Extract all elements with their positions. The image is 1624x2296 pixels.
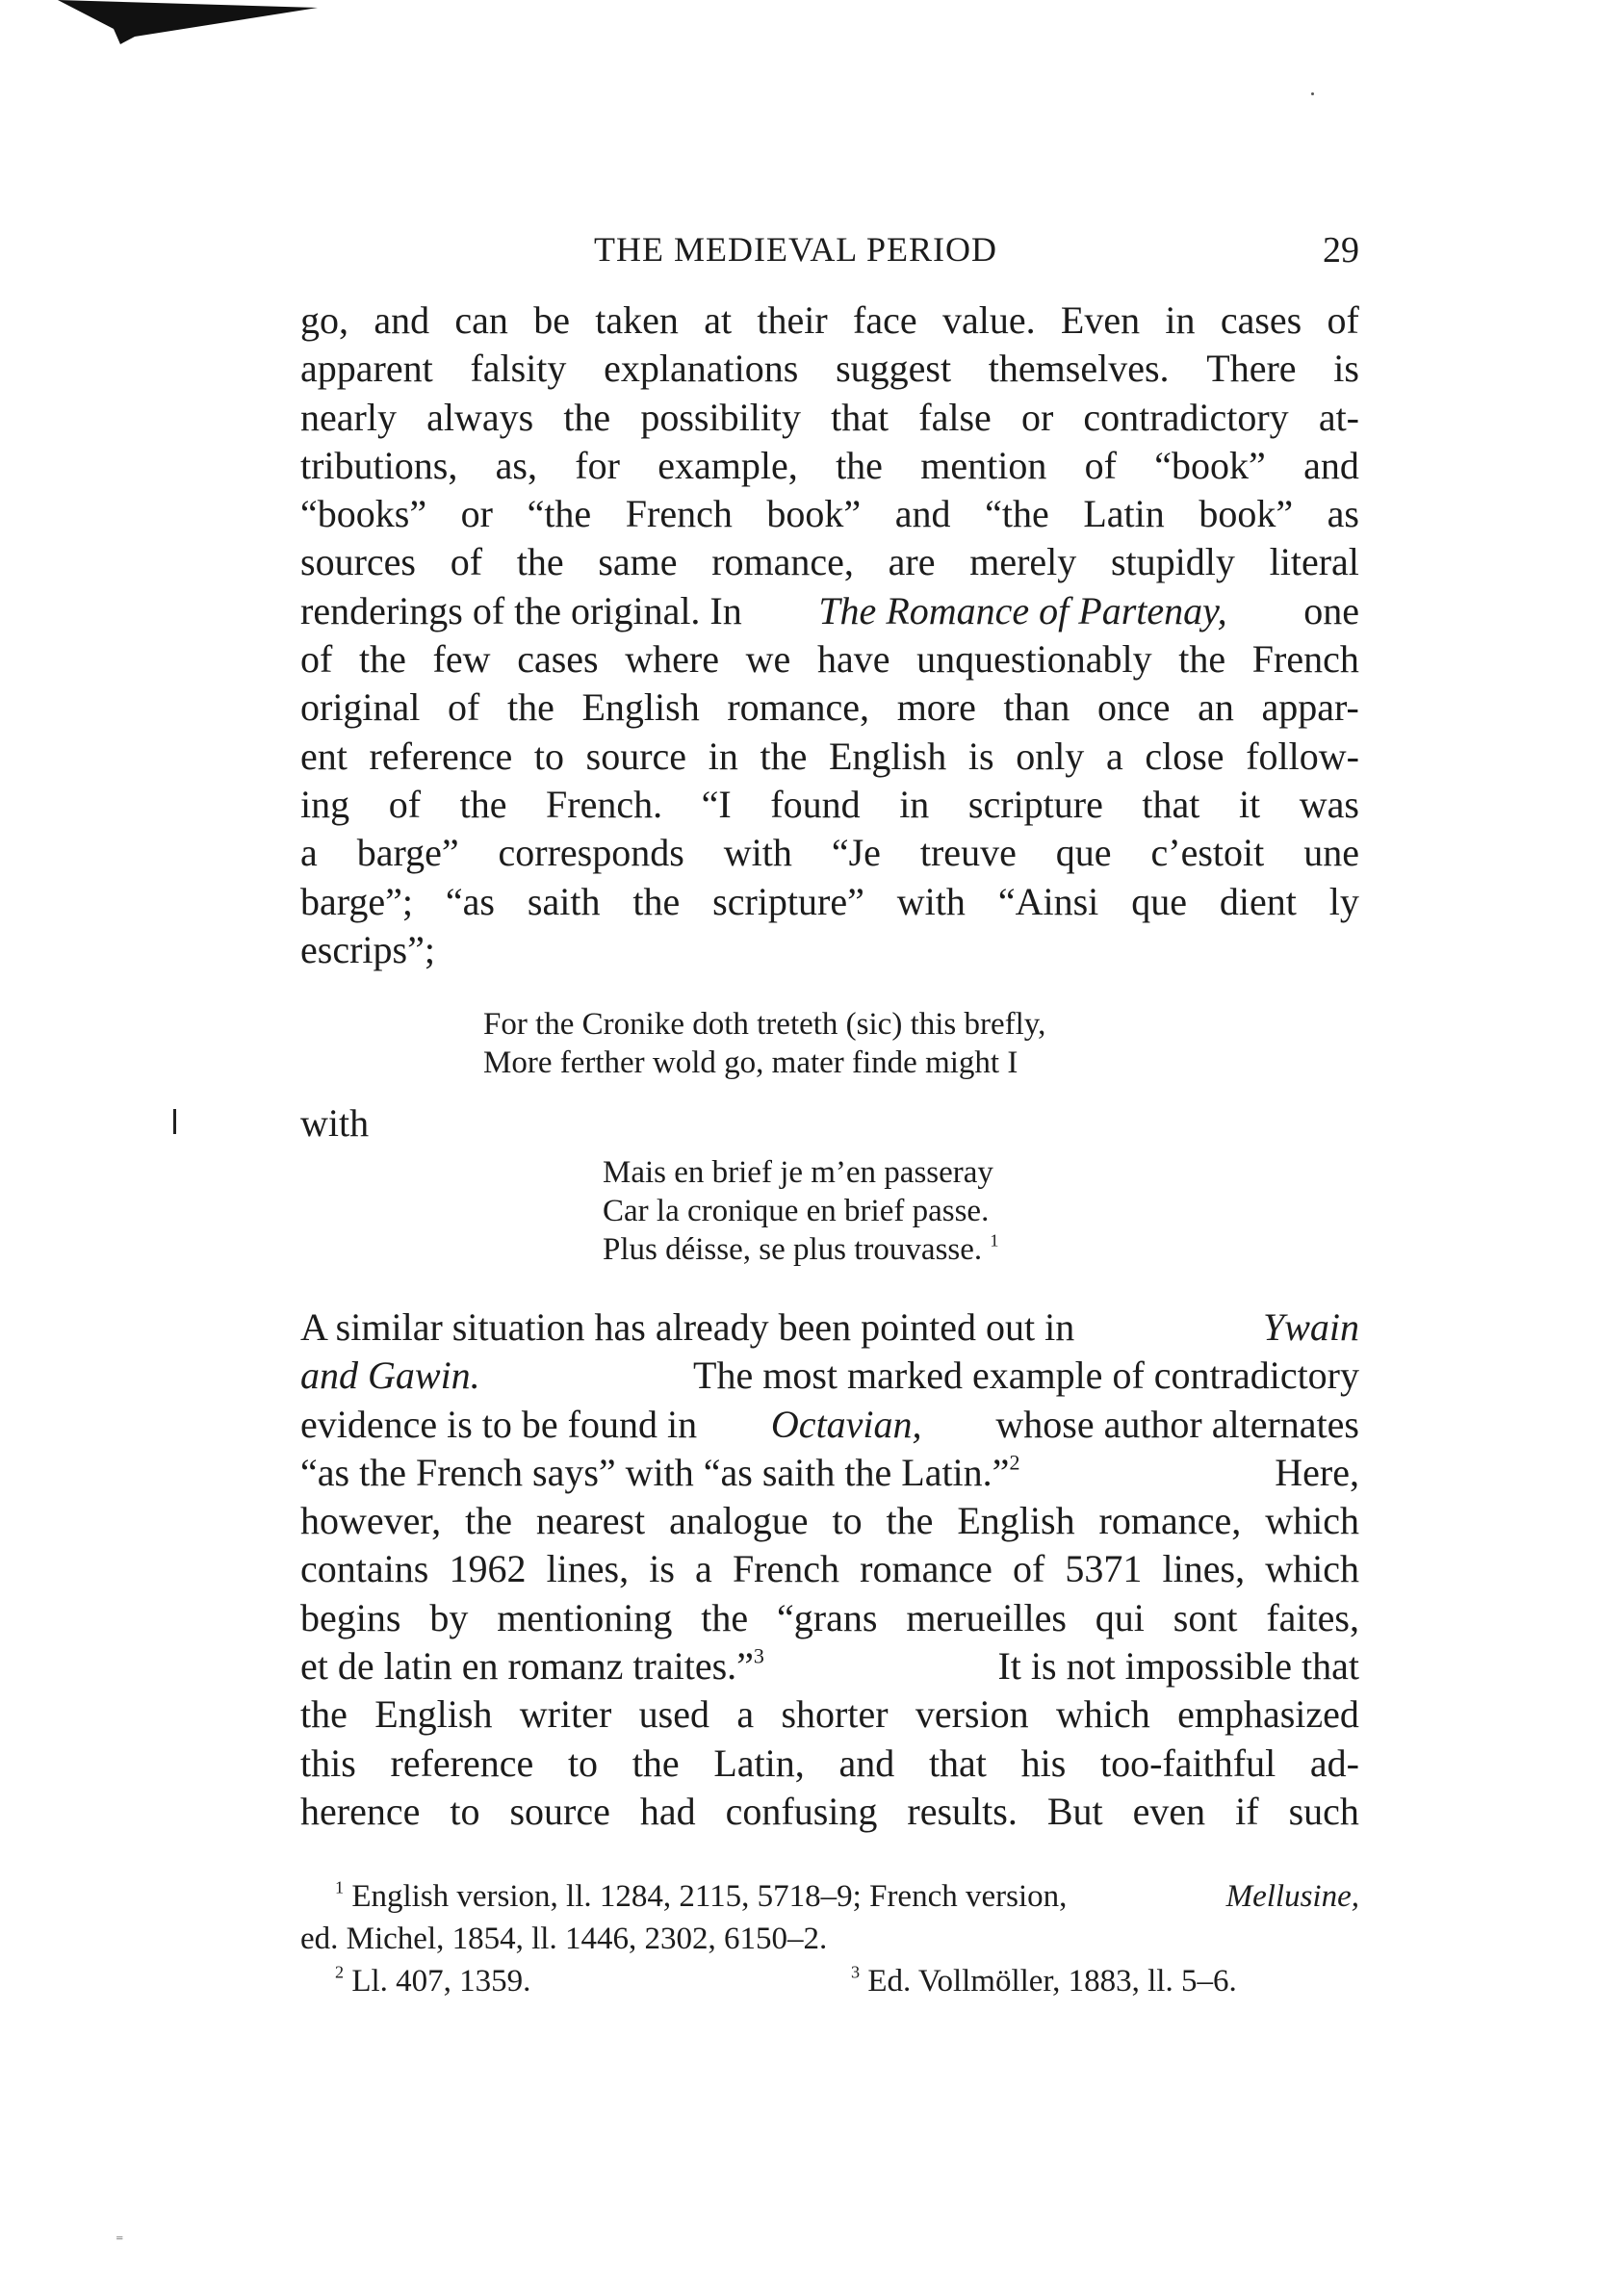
word: barge”	[356, 831, 459, 875]
word: found	[770, 782, 861, 826]
word: tributions,	[300, 443, 458, 487]
word: which	[1265, 1547, 1359, 1591]
word: same	[598, 540, 678, 584]
word: English	[828, 734, 947, 778]
footnotes	[300, 1875, 1359, 2002]
word: “Ainsi	[997, 879, 1099, 923]
word: and	[1303, 443, 1359, 487]
line-segment: It is not impossible that	[988, 1644, 1359, 1689]
text-line	[300, 1545, 1359, 1593]
word: and	[894, 492, 951, 536]
word: an	[1198, 685, 1234, 730]
word: But	[1046, 1789, 1103, 1833]
word: the	[1178, 637, 1226, 682]
word: with	[896, 879, 966, 923]
word: ly	[1328, 879, 1359, 923]
word: romance,	[727, 685, 870, 730]
word: the	[459, 782, 507, 826]
word: 5371	[1065, 1547, 1143, 1591]
text-line	[300, 490, 1359, 538]
word: suggest	[836, 347, 952, 391]
footnote-text: Ll. 407, 1359.	[351, 1964, 531, 1999]
word: reference	[369, 734, 513, 778]
word: dient	[1219, 879, 1297, 923]
line-segment	[300, 1449, 1019, 1497]
word: the	[836, 443, 883, 487]
word: corresponds	[498, 831, 684, 875]
word: merueilles	[906, 1595, 1067, 1639]
line-segment: The most marked example of contradictory	[683, 1354, 1359, 1398]
word: barge”;	[300, 879, 413, 923]
word: the	[632, 1741, 680, 1785]
word: mention	[920, 443, 1047, 487]
word: a	[1105, 734, 1123, 778]
word: the	[632, 879, 681, 923]
word: French	[732, 1547, 840, 1591]
word: themselves.	[988, 347, 1170, 391]
word: 1962	[449, 1547, 527, 1591]
word: results.	[907, 1789, 1018, 1833]
text-line	[300, 1594, 1359, 1642]
word: more	[896, 685, 976, 730]
scan-artifact-mark	[0, 0, 327, 58]
word: sources	[300, 540, 416, 584]
word: false	[918, 395, 992, 439]
footnote-ref: 1	[990, 1230, 999, 1251]
word: contains	[300, 1547, 429, 1591]
scan-artifact-glyph: ⁼	[116, 2233, 124, 2250]
word: a	[736, 1692, 755, 1737]
word: c’estoit	[1150, 831, 1265, 875]
word: of	[1084, 443, 1117, 487]
book-title: Mellusine,	[1225, 1879, 1359, 1914]
text-line	[300, 635, 1359, 684]
word: lines,	[546, 1547, 630, 1591]
book-title: The Romance of Partenay,	[818, 588, 1227, 632]
word: reference	[390, 1741, 534, 1785]
text-line	[300, 1303, 1359, 1352]
word: or	[1020, 395, 1054, 439]
word: that	[831, 395, 889, 439]
line-segment: whose author alternates	[986, 1402, 1359, 1446]
word: a	[695, 1547, 712, 1591]
text-line	[300, 781, 1359, 829]
line-segment: English version, ll. 1284, 2115, 5718–9; French version,	[351, 1879, 1068, 1914]
word: scripture	[967, 782, 1103, 826]
word: sont	[1173, 1595, 1238, 1639]
word: cases	[517, 637, 599, 682]
footnote-1-continued: ed. Michel, 1854, ll. 1446, 2302, 6150–2.	[300, 1922, 828, 1956]
word: or	[460, 492, 493, 536]
book-title: and Gawin.	[300, 1354, 480, 1398]
word: are	[888, 540, 936, 584]
line-segment: A similar situation has already been pointed out in	[300, 1305, 1085, 1349]
word: “the	[985, 492, 1049, 536]
word: of	[300, 637, 333, 682]
text-line	[300, 442, 1359, 490]
word: nearest	[535, 1499, 646, 1543]
margin-mark	[173, 1109, 176, 1134]
footnote-marker: 2	[335, 1962, 345, 1982]
word: “grans	[777, 1595, 878, 1639]
word: as	[1327, 492, 1359, 536]
line-segment: evidence is to be found in	[300, 1402, 708, 1446]
word: French	[1251, 637, 1359, 682]
word: “Je	[831, 831, 881, 875]
word: French	[625, 492, 733, 536]
word: que	[1131, 879, 1187, 923]
word: their	[757, 298, 828, 342]
text-line: escrips”;	[300, 927, 435, 971]
verse-line: For the Cronike doth treteth (sic) this brefly,	[483, 1007, 1046, 1042]
word: French.	[546, 782, 663, 826]
word: the	[760, 734, 808, 778]
text-line	[300, 1788, 1359, 1836]
word: English	[957, 1499, 1075, 1543]
word: and	[838, 1741, 895, 1785]
word: writer	[519, 1692, 612, 1737]
word: stupidly	[1110, 540, 1235, 584]
word: to	[450, 1789, 480, 1833]
word: literal	[1269, 540, 1359, 584]
word: a	[300, 831, 318, 875]
word: used	[638, 1692, 709, 1737]
word: ad-	[1309, 1741, 1359, 1785]
word: that	[1142, 782, 1200, 826]
word: shorter	[781, 1692, 889, 1737]
word: that	[928, 1741, 987, 1785]
word: of	[448, 685, 480, 730]
footnote-ref: 2	[1009, 1450, 1020, 1475]
word: the	[507, 685, 554, 730]
word: possibility	[640, 395, 802, 439]
footnote-text	[335, 1875, 1067, 1918]
word: be	[533, 298, 570, 342]
word: qui	[1095, 1595, 1145, 1639]
line-segment	[300, 1642, 764, 1690]
line-segment: renderings of the original. In	[300, 588, 752, 632]
word: to	[567, 1741, 599, 1785]
word: follow-	[1246, 734, 1359, 778]
word: contradictory	[1083, 395, 1289, 439]
footnote-1	[300, 1875, 1359, 1918]
word: apparent	[300, 347, 433, 391]
word: if	[1235, 1789, 1259, 1833]
word: romance,	[711, 540, 854, 584]
word: begins	[300, 1595, 401, 1639]
word: is	[967, 734, 994, 778]
text-line	[300, 587, 1359, 635]
word: “book”	[1154, 443, 1266, 487]
word: herence	[300, 1789, 421, 1833]
paragraph-1	[300, 297, 1359, 974]
word: saith	[527, 879, 601, 923]
word: romance	[860, 1547, 992, 1591]
word: have	[816, 637, 890, 682]
word: the	[563, 395, 611, 439]
word: lines,	[1162, 1547, 1246, 1591]
word: too-faithful	[1100, 1741, 1276, 1785]
footnote-marker: 3	[851, 1962, 861, 1982]
word: which	[1265, 1499, 1359, 1543]
word: his	[1020, 1741, 1067, 1785]
footnote-marker: 1	[335, 1877, 345, 1897]
word: book”	[1199, 492, 1294, 536]
line-segment: Here,	[1265, 1450, 1359, 1494]
word: the	[886, 1499, 934, 1543]
word: for	[575, 443, 620, 487]
word: the	[465, 1499, 512, 1543]
word: Latin	[1083, 492, 1165, 536]
book-title: Ywain	[1262, 1305, 1359, 1349]
word: treuve	[919, 831, 1017, 875]
word: merely	[969, 540, 1077, 584]
verse-line: Car la cronique en brief passe.	[603, 1194, 990, 1228]
word: cases	[1220, 298, 1302, 342]
word: confusing	[725, 1789, 878, 1833]
verse-line: More ferther wold go, mater finde might I	[483, 1045, 1018, 1080]
word: however,	[300, 1499, 442, 1543]
text-line	[300, 1690, 1359, 1739]
word: taken	[595, 298, 679, 342]
word: nearly	[300, 395, 397, 439]
word: it	[1238, 782, 1261, 826]
text-line	[300, 297, 1359, 345]
word: at-	[1318, 395, 1359, 439]
text-line	[300, 345, 1359, 393]
word: by	[429, 1595, 469, 1639]
footnote-text: Ed. Vollmöller, 1883, ll. 5–6.	[867, 1964, 1237, 1999]
word: to	[533, 734, 565, 778]
text-line	[300, 1401, 1359, 1449]
word: faites,	[1266, 1595, 1359, 1639]
footnote-ref: 3	[753, 1643, 764, 1668]
text-line	[300, 1497, 1359, 1545]
text-line	[300, 684, 1359, 732]
word: than	[1003, 685, 1070, 730]
word: “I	[701, 782, 732, 826]
text-line	[300, 829, 1359, 877]
word: the	[359, 637, 406, 682]
word: the	[516, 540, 564, 584]
text-line	[300, 878, 1359, 926]
footnote-3	[851, 1960, 1237, 2002]
word: this	[300, 1741, 356, 1785]
word: is	[1333, 347, 1359, 391]
word: que	[1055, 831, 1112, 875]
word: original	[300, 685, 421, 730]
paragraph-2	[300, 1303, 1359, 1836]
word: of	[1327, 298, 1359, 342]
word: English	[581, 685, 700, 730]
text-line	[300, 394, 1359, 442]
word: appar-	[1261, 685, 1359, 730]
word: once	[1097, 685, 1171, 730]
with-connector: with	[300, 1101, 370, 1145]
word: to	[832, 1499, 863, 1543]
line-segment: Plus déisse, se plus trouvasse.	[603, 1232, 983, 1267]
word: of	[1012, 1547, 1045, 1591]
word: falsity	[470, 347, 567, 391]
line-segment: “as the French says” with “as saith the Latin.”	[300, 1450, 1010, 1494]
word: une	[1303, 831, 1359, 875]
word: such	[1288, 1789, 1359, 1833]
word: book”	[766, 492, 862, 536]
english-quotation	[483, 1005, 1045, 1082]
word: close	[1145, 734, 1224, 778]
word: which	[1055, 1692, 1150, 1737]
word: “books”	[300, 492, 427, 536]
word: “as	[445, 879, 495, 923]
line-segment: et de latin en romanz traites.”	[300, 1644, 754, 1689]
word: the	[701, 1595, 749, 1639]
text-line	[300, 538, 1359, 586]
word: was	[1299, 782, 1359, 826]
word: source	[509, 1789, 610, 1833]
word: unquestionably	[916, 637, 1152, 682]
footnote-2	[335, 1960, 530, 2002]
word: example,	[657, 443, 798, 487]
word: There	[1206, 347, 1297, 391]
word: always	[426, 395, 534, 439]
french-quotation	[603, 1153, 998, 1269]
word: only	[1016, 734, 1085, 778]
word: of	[450, 540, 483, 584]
word: source	[585, 734, 687, 778]
word: and	[374, 298, 430, 342]
word: mentioning	[497, 1595, 673, 1639]
word: go,	[300, 298, 348, 342]
word: romance,	[1098, 1499, 1242, 1543]
text-line	[300, 1352, 1359, 1400]
word: can	[454, 298, 508, 342]
text-line	[300, 1449, 1359, 1497]
word: we	[745, 637, 791, 682]
line-segment: one	[1294, 588, 1359, 632]
word: where	[625, 637, 719, 682]
word: English	[374, 1692, 493, 1737]
word: with	[723, 831, 792, 875]
word: at	[704, 298, 733, 342]
word: is	[649, 1547, 675, 1591]
word: Even	[1060, 298, 1141, 342]
word: of	[388, 782, 422, 826]
word: had	[639, 1789, 696, 1833]
verse-line	[603, 1230, 998, 1269]
word: ing	[300, 782, 350, 826]
text-line	[300, 733, 1359, 781]
word: “the	[527, 492, 592, 536]
word: in	[708, 734, 738, 778]
text-line	[300, 1642, 1359, 1690]
running-title: THE MEDIEVAL PERIOD	[594, 230, 997, 269]
word: analogue	[669, 1499, 809, 1543]
page-number: 29	[1323, 230, 1359, 271]
running-header	[300, 229, 1359, 277]
book-title: Octavian,	[770, 1402, 922, 1446]
word: in	[1165, 298, 1196, 342]
word: face	[853, 298, 917, 342]
word: few	[432, 637, 491, 682]
word: emphasized	[1177, 1692, 1359, 1737]
word: even	[1132, 1789, 1206, 1833]
word: ent	[300, 734, 348, 778]
text-line	[300, 1740, 1359, 1788]
word: in	[899, 782, 930, 826]
word: scripture”	[712, 879, 864, 923]
word: value.	[941, 298, 1036, 342]
verse-line: Mais en brief je m’en passeray	[603, 1155, 993, 1190]
word: the	[300, 1692, 348, 1737]
word: as,	[495, 443, 537, 487]
word: version	[915, 1692, 1029, 1737]
scan-speck	[1311, 92, 1314, 95]
word: explanations	[604, 347, 799, 391]
footnote-2-3-row	[300, 1960, 1359, 2002]
word: Latin,	[713, 1741, 805, 1785]
